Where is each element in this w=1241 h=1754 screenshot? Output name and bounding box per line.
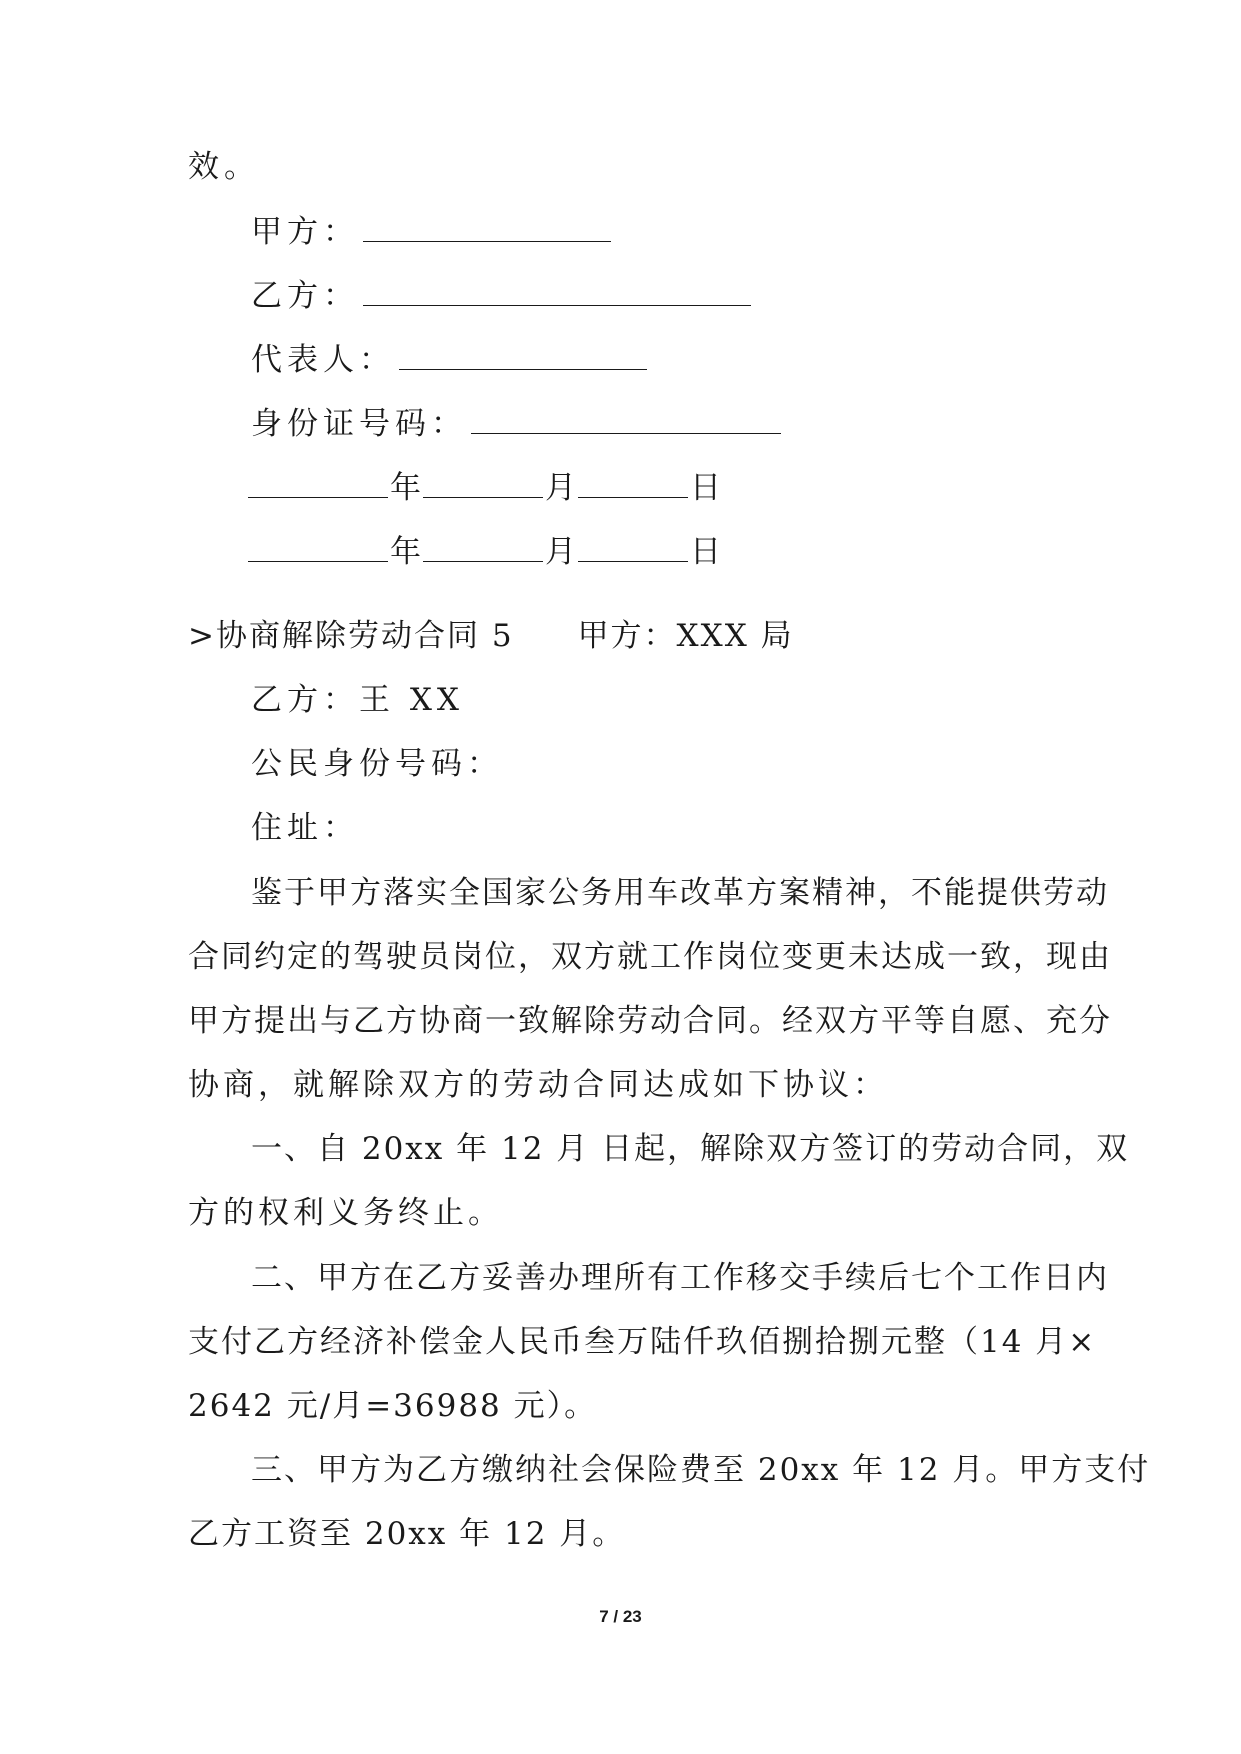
id-number-label: 身份证号码： [251,406,467,442]
paragraph-line: 合同约定的驾驶员岗位，双方就工作岗位变更未达成一致，现由 [188,939,1112,975]
date-line [248,468,721,508]
blank-underline [363,281,751,306]
party-b-signature-line [251,276,755,316]
blank-underline [399,345,647,370]
day-label: 日 [690,534,721,570]
page-number: 7 / 23 [599,1607,642,1626]
party-a-label: 甲方： [251,214,359,250]
clause-line: 一、自 20xx 年 12 月 日起，解除双方签订的劳动合同，双 [251,1131,1130,1167]
date-line [248,532,721,572]
clause-line: 支付乙方经济补偿金人民币叁万陆仟玖佰捌拾捌元整（14 月× [188,1324,1097,1360]
blank-underline [471,409,781,434]
paragraph-line: 协商，就解除双方的劳动合同达成如下协议： [188,1067,888,1103]
blank-underline [423,473,543,498]
section-heading-line [188,616,794,656]
party-a-name: 甲方：XXX 局 [577,618,794,654]
citizen-id-label: 公民身份号码： [251,746,503,782]
clause-line: 二、甲方在乙方妥善办理所有工作移交手续后七个工作日内 [251,1260,1109,1296]
representative-label: 代表人： [251,342,395,378]
clause-line: 2642 元/月=36988 元）。 [188,1388,598,1424]
blank-underline [578,473,688,498]
paragraph-line: 甲方提出与乙方协商一致解除劳动合同。经双方平等自愿、充分 [188,1003,1112,1039]
paragraph-line: 鉴于甲方落实全国家公务用车改革方案精神，不能提供劳动 [251,875,1109,911]
text-line: 效。 [188,149,260,185]
party-b-name: 乙方：王 XX [251,682,464,718]
month-label: 月 [545,470,576,506]
party-a-signature-line [251,212,615,252]
month-label: 月 [545,534,576,570]
representative-line [251,340,651,380]
blank-underline [423,537,543,562]
clause-line: 方的权利义务终止。 [188,1195,503,1231]
id-number-line [251,404,785,444]
section-title: >协商解除劳动合同 5 [188,618,514,654]
clause-line: 乙方工资至 20xx 年 12 月。 [188,1516,626,1552]
party-b-label: 乙方： [251,278,359,314]
clause-line: 三、甲方为乙方缴纳社会保险费至 20xx 年 12 月。甲方支付 [251,1452,1151,1488]
blank-underline [248,537,388,562]
blank-underline [578,537,688,562]
blank-underline [248,473,388,498]
year-label: 年 [390,534,421,570]
year-label: 年 [390,470,421,506]
blank-underline [363,217,611,242]
day-label: 日 [690,470,721,506]
address-label: 住址： [251,810,359,846]
